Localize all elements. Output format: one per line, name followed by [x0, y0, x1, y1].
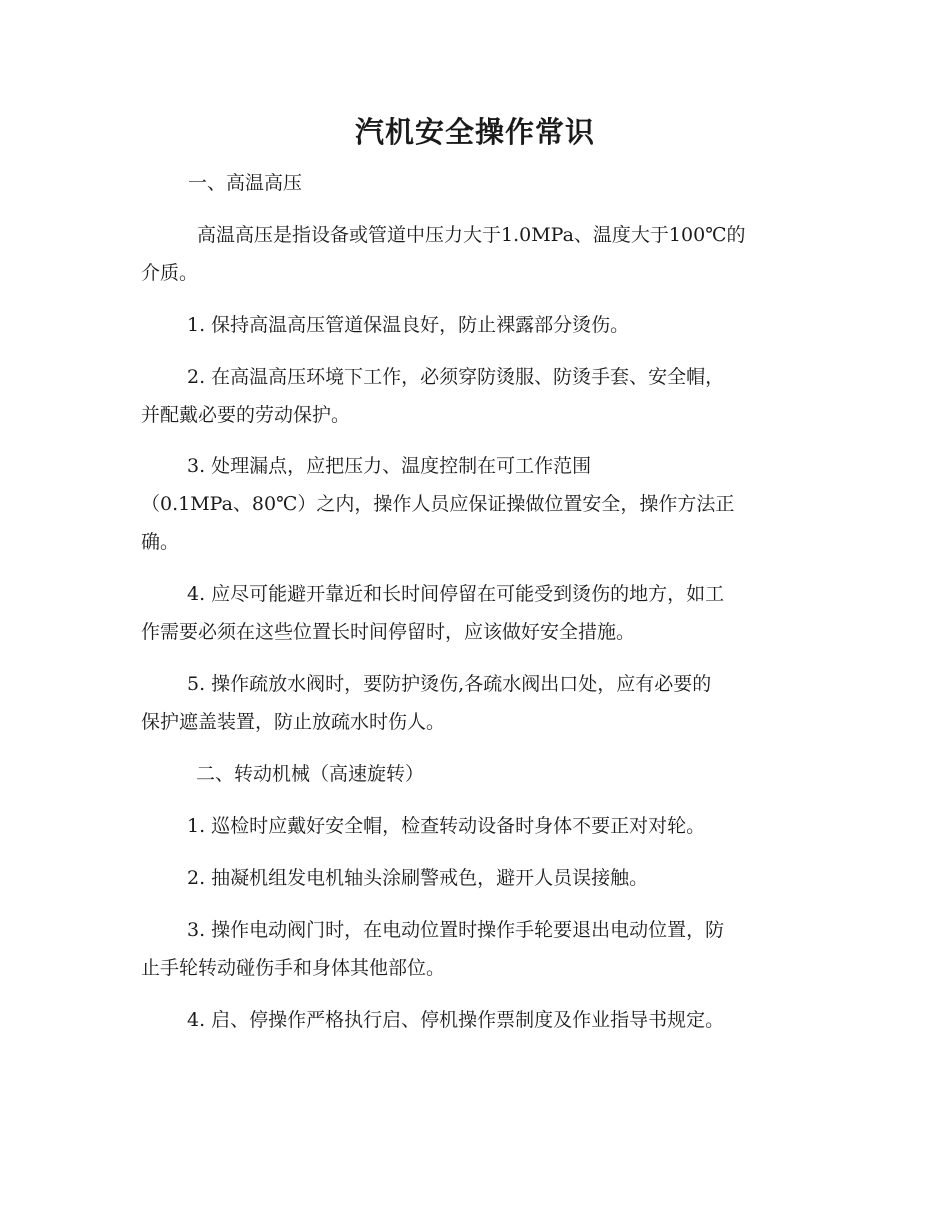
list-item-2-4 — [141, 1001, 811, 1039]
list-item-2-2 — [141, 859, 811, 897]
list-item-2-1 — [141, 807, 811, 845]
paragraph-line: 2. 在高温高压环境下工作，必须穿防烫服、防烫手套、安全帽， — [187, 366, 725, 388]
paragraph-line: 止手轮转动碰伤手和身体其他部位。 — [141, 957, 446, 979]
paragraph-line: 作需要必须在这些位置长时间停留时，应该做好安全措施。 — [141, 621, 636, 643]
paragraph-line: 1. 巡检时应戴好安全帽，检查转动设备时身体不要正对对轮。 — [187, 815, 706, 837]
paragraph-line: 2. 抽凝机组发电机轴头涂刷警戒色，避开人员误接触。 — [187, 867, 649, 889]
section-heading-high-temp-pressure: 一、高温高压 — [188, 172, 303, 194]
list-item-5 — [141, 665, 811, 741]
document-title: 汽机安全操作常识 — [354, 115, 595, 149]
list-item-1 — [141, 306, 811, 344]
paragraph-line: 5. 操作疏放水阀时，要防护烫伤,各疏水阀出口处，应有必要的 — [187, 673, 712, 695]
paragraph-line: 3. 操作电动阀门时，在电动位置时操作手轮要退出电动位置，防 — [187, 919, 725, 941]
list-item-2-3 — [141, 911, 811, 987]
paragraph-line: 高温高压是指设备或管道中压力大于1.0MPa、温度大于100℃的 — [197, 224, 746, 246]
list-item-3 — [141, 447, 811, 561]
list-item-2 — [141, 358, 811, 434]
paragraph-line: 介质。 — [141, 262, 199, 284]
paragraph-line: 1. 保持高温高压管道保温良好，防止裸露部分烫伤。 — [187, 314, 630, 336]
section-heading-rotating-machinery: 二、转动机械（高速旋转） — [196, 763, 425, 785]
paragraph-line: 并配戴必要的劳动保护。 — [141, 404, 351, 426]
paragraph-line: （0.1MPa、80℃）之内，操作人员应保证操做位置安全，操作方法正 — [141, 493, 735, 515]
paragraph-intro — [141, 216, 811, 292]
paragraph-line: 4. 应尽可能避开靠近和长时间停留在可能受到烫伤的地方，如工 — [187, 583, 725, 605]
list-item-4 — [141, 575, 811, 651]
paragraph-line: 4. 启、停操作严格执行启、停机操作票制度及作业指导书规定。 — [187, 1009, 725, 1031]
paragraph-line: 确。 — [141, 531, 180, 553]
paragraph-line: 3. 处理漏点，应把压力、温度控制在可工作范围 — [187, 455, 592, 477]
paragraph-line: 保护遮盖装置，防止放疏水时伤人。 — [141, 711, 446, 733]
